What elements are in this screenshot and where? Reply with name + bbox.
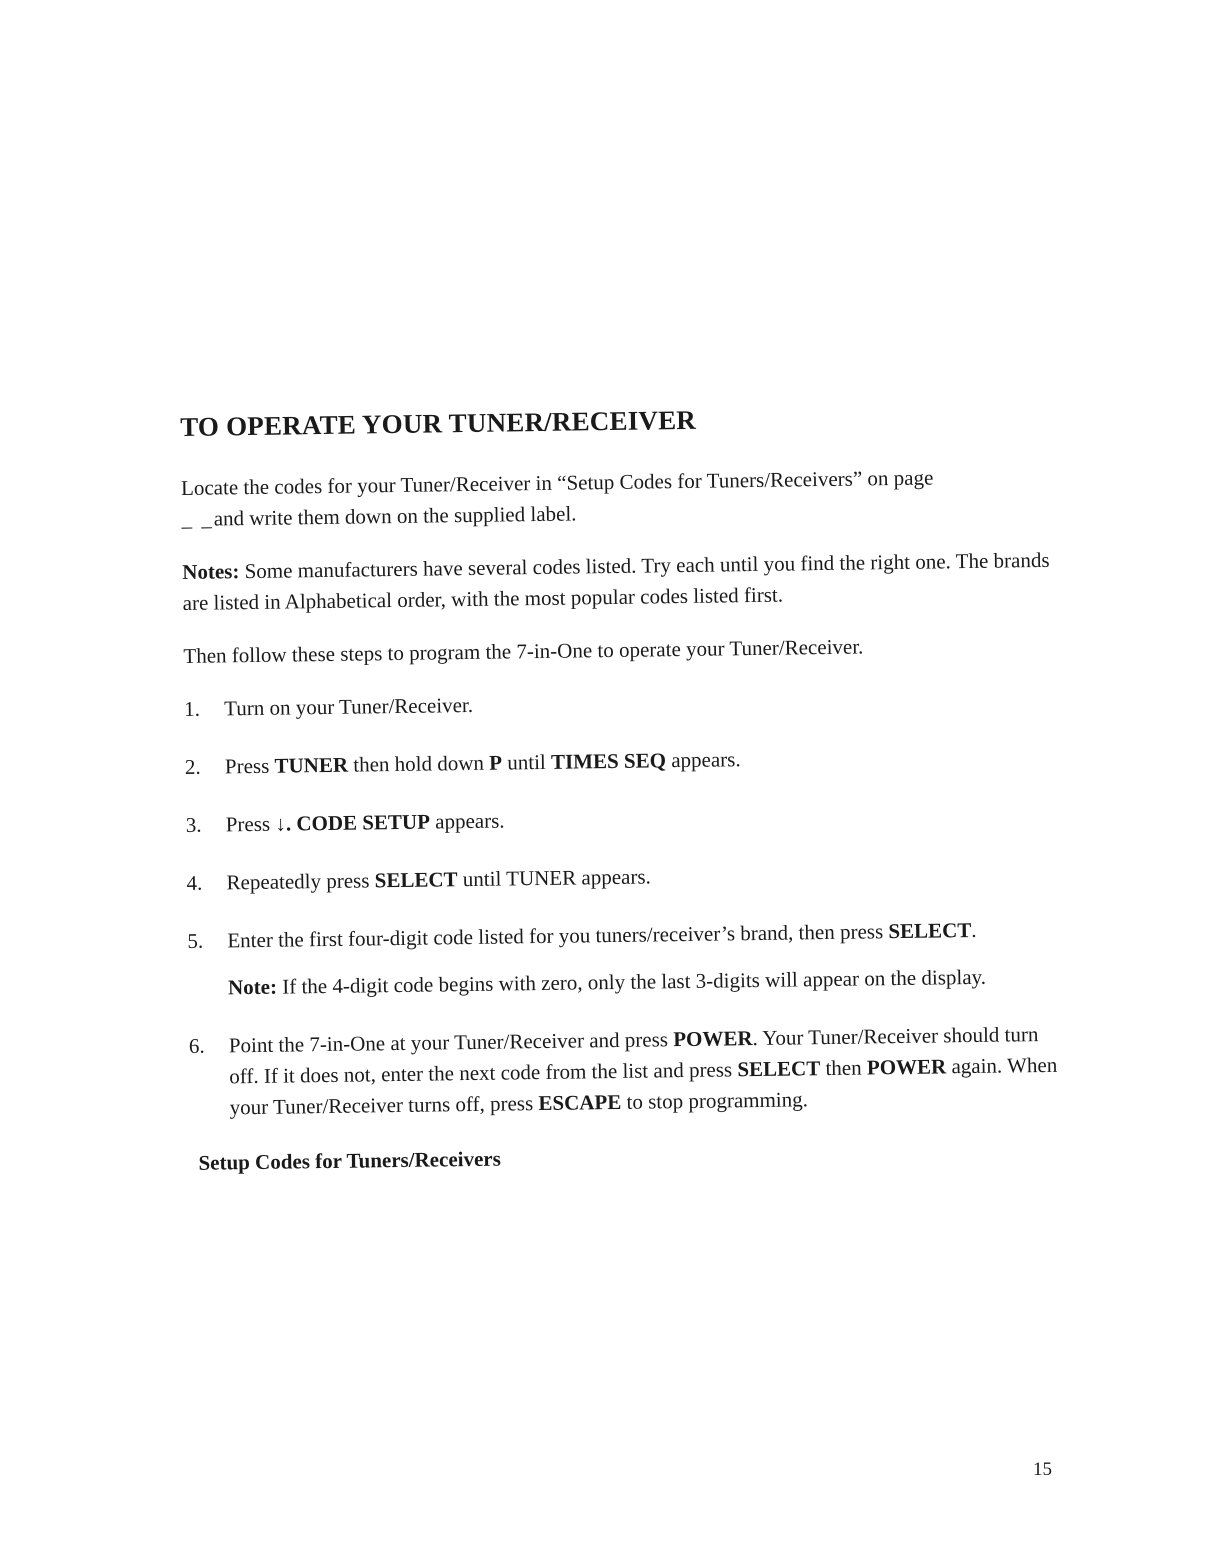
keyword-select: SELECT bbox=[888, 918, 972, 944]
step-item bbox=[185, 740, 1055, 783]
step-number: 2. bbox=[184, 754, 201, 779]
step-text: Repeatedly press bbox=[226, 868, 375, 895]
step-number: 5. bbox=[187, 928, 204, 953]
keyword-tuner: TUNER bbox=[274, 752, 349, 778]
step-text: Enter the first four-digit code listed for you tuners/receiver’s brand, then press bbox=[227, 919, 889, 953]
notes-paragraph bbox=[182, 545, 1053, 619]
keyword-escape: ESCAPE bbox=[538, 1089, 622, 1116]
step-item bbox=[189, 1019, 1060, 1124]
step-item bbox=[187, 914, 1058, 1004]
step-text: appears. bbox=[665, 747, 741, 773]
keyword-times-seq: TIMES SEQ bbox=[550, 748, 667, 774]
step-text: until bbox=[501, 749, 552, 775]
step-text: appears. bbox=[429, 808, 505, 834]
step-text: Press bbox=[224, 753, 275, 779]
page-title: TO OPERATE YOUR TUNER/RECEIVER bbox=[180, 404, 697, 442]
step-text: to stop programming. bbox=[621, 1087, 809, 1114]
step-text: again. When your Tuner/Receiver turns off, press bbox=[229, 1052, 1058, 1120]
step-text: then hold down bbox=[347, 750, 490, 777]
keyword-p: P bbox=[489, 750, 503, 775]
intro-line-1: Locate the codes for your Tuner/Receiver in “Setup Codes for Tuners/Receivers” on page bbox=[180, 465, 934, 500]
note-text: If the 4-digit code begins with zero, only the last 3-digits will appear on the display. bbox=[282, 964, 987, 999]
step-text: Point the 7-in-One at your Tuner/Receiver and press bbox=[228, 1027, 674, 1058]
keyword-power: POWER bbox=[673, 1026, 753, 1052]
keyword-power: POWER bbox=[866, 1054, 947, 1080]
step-text: Turn on your Tuner/Receiver. bbox=[223, 692, 474, 721]
step-note bbox=[228, 961, 1058, 1004]
notes-text: Some manufacturers have several codes listed. Try each until you find the right one. The brands are listed in Alphabetical order, with the most popular codes listed first. bbox=[182, 547, 1050, 615]
section-title: Setup Codes for Tuners/Receivers bbox=[198, 1146, 501, 1175]
step-item bbox=[184, 682, 1054, 725]
step-number: 3. bbox=[185, 812, 202, 837]
step-text: then bbox=[820, 1055, 868, 1081]
step-text: . Your Tuner/Receiver should turn off. If it does not, enter the next code from the list and press bbox=[229, 1022, 1039, 1089]
notes-label: Notes: bbox=[182, 559, 240, 584]
steps-list bbox=[184, 682, 1060, 1124]
follow-paragraph: Then follow these steps to program the 7-in-One to operate your Tuner/Receiver. bbox=[183, 634, 864, 668]
page-content bbox=[180, 400, 1061, 1176]
page-number: 15 bbox=[1033, 1459, 1052, 1480]
keyword-code-setup: ↓. CODE SETUP bbox=[275, 809, 431, 836]
step-text: until TUNER appears. bbox=[457, 864, 651, 892]
intro-line-2: and write them down on the supplied label. bbox=[213, 501, 577, 531]
step-number: 6. bbox=[188, 1033, 205, 1058]
step-number: 4. bbox=[186, 870, 203, 895]
step-item bbox=[186, 798, 1056, 841]
page-blank: _ _ bbox=[181, 506, 214, 531]
step-text: . bbox=[971, 917, 977, 943]
note-label: Note: bbox=[227, 974, 278, 1000]
step-item bbox=[186, 856, 1056, 899]
step-number: 1. bbox=[183, 696, 201, 721]
keyword-select: SELECT bbox=[737, 1056, 821, 1082]
step-text: Press bbox=[225, 811, 276, 837]
keyword-select: SELECT bbox=[374, 867, 458, 893]
intro-paragraph bbox=[181, 461, 1052, 535]
